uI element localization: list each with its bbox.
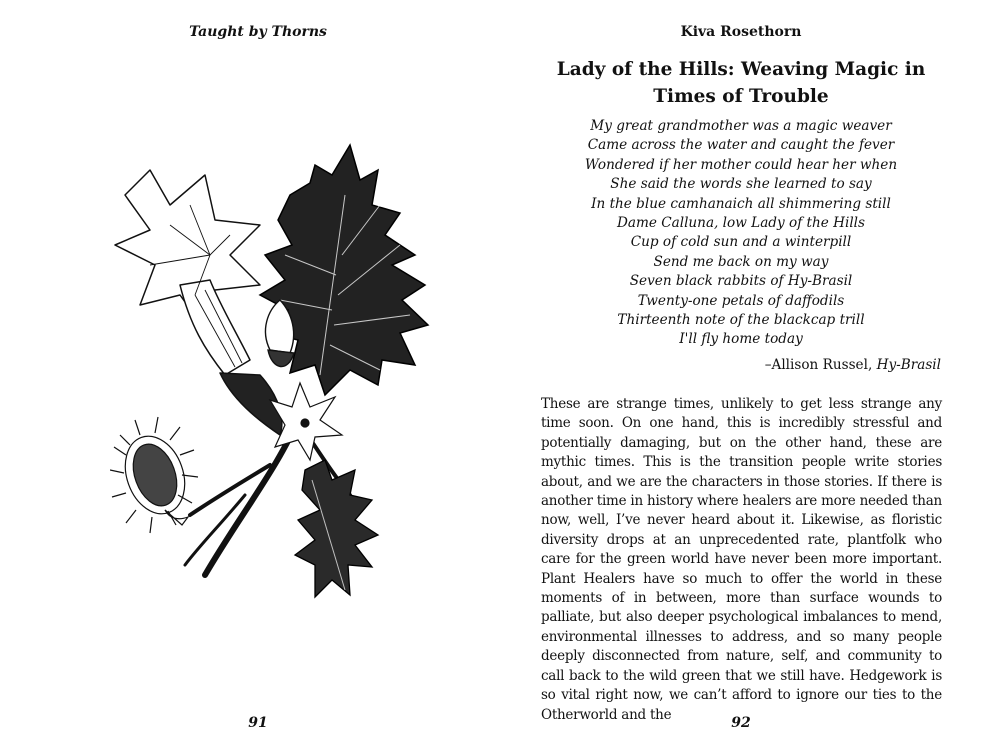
poem-line: I'll fly home today (679, 331, 803, 348)
poem-line: Send me back on my way (653, 253, 829, 270)
poem-line: In the blue camhanaich all shimmering still (591, 195, 891, 212)
right-page (500, 0, 1000, 748)
body-paragraph: These are strange times, unlikely to get less strange any time soon. On one hand, this is incredibly stressful and potentially damaging, but on the other hand, these are mythic times. This is the transition people write stories about, and we are the characters in those stories. If there is another time in history where healers are more needed than now, well, I’ve never heard about it. Likewise, as floristic diversity drops at an unprecedented rate, plantfolk who care for the green world have never been more important. Plant Healers have so much to offer the world in these moments of in between, more than surface wounds to palliate, but also deeper psychological imbalances to mend, environmental illnesses to address, and so many people deeply disconnected from nature, self, and community to call back to the wild green that we still have. Hedgework is so vital right now, we can’t afford to ignore our ties to the Otherworld and the (541, 396, 942, 723)
poem-line: Wondered if her mother could hear her when (584, 156, 898, 173)
running-head-author: Kiva Rosethorn (680, 24, 802, 40)
poem-line: My great grandmother was a magic weaver (590, 118, 892, 134)
poem-line: Thirteenth note of the blackcap trill (617, 312, 865, 329)
datura-plant-engraving-icon (110, 135, 440, 615)
attribution-work-title: Hy-Brasil (876, 357, 941, 373)
epigraph-poem (540, 117, 942, 350)
chapter-title: Lady of the Hills: Weaving Magic in Times of Trouble (556, 59, 926, 107)
attribution-author: –Allison Russel, (764, 357, 877, 373)
page-number-right: 92 (731, 715, 751, 731)
poem-line: Seven black rabbits of Hy-Brasil (629, 273, 853, 290)
page-number-left: 91 (248, 715, 268, 731)
poem-line: Dame Calluna, low Lady of the Hills (616, 215, 866, 232)
poem-attribution (540, 357, 941, 373)
running-head-book-title: Taught by Thorns (189, 24, 327, 40)
poem-line: Came across the water and caught the fever (587, 137, 895, 154)
poem-line: Twenty-one petals of daffodils (637, 292, 845, 309)
poem-line: She said the words she learned to say (610, 176, 872, 193)
poem-line: Cup of cold sun and a winterpill (630, 234, 852, 251)
